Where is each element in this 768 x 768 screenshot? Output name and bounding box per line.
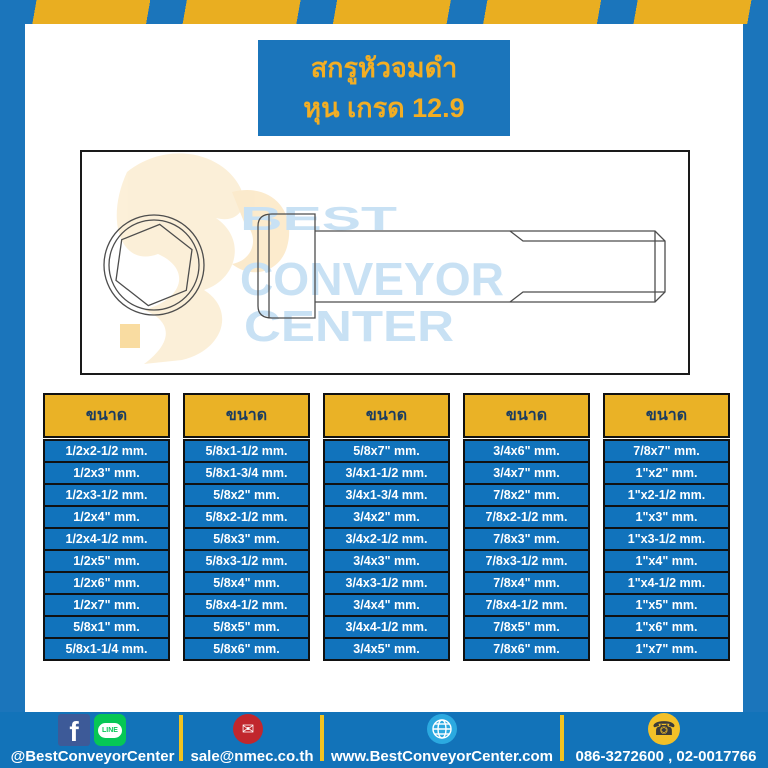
size-cell: 3/4x4" mm.	[323, 593, 450, 617]
product-title-line2: หุน เกรด 12.9	[303, 93, 465, 123]
line-icon-label: LINE	[98, 723, 122, 738]
size-cell: 1/2x4" mm.	[43, 505, 170, 529]
size-cell: 3/4x3" mm.	[323, 549, 450, 573]
size-cell: 7/8x3-1/2 mm.	[463, 549, 590, 573]
size-cell: 7/8x2-1/2 mm.	[463, 505, 590, 529]
size-table-5	[603, 393, 730, 661]
social-handle[interactable]: @BestConveyorCenter	[10, 748, 175, 765]
size-cell: 7/8x7" mm.	[603, 439, 730, 463]
size-cell: 5/8x5" mm.	[183, 615, 310, 639]
size-cell: 5/8x3" mm.	[183, 527, 310, 551]
size-cell: 5/8x2" mm.	[183, 483, 310, 507]
size-cell: 1/2x6" mm.	[43, 571, 170, 595]
size-cell: 3/4x7" mm.	[463, 461, 590, 485]
size-cell: 3/4x5" mm.	[323, 637, 450, 661]
size-table-3	[323, 393, 450, 661]
size-cell: 7/8x5" mm.	[463, 615, 590, 639]
size-cell: 7/8x2" mm.	[463, 483, 590, 507]
size-table-2	[183, 393, 310, 661]
watermark-line1: BEST	[240, 200, 397, 237]
hazard-stripe-top	[0, 0, 768, 24]
size-table-4	[463, 393, 590, 661]
size-cell: 1/2x7" mm.	[43, 593, 170, 617]
thread-minor-lines	[510, 231, 665, 302]
phone-icon[interactable]: ☎	[648, 713, 680, 745]
size-cell: 5/8x2-1/2 mm.	[183, 505, 310, 529]
size-cell: 5/8x1-1/2 mm.	[183, 439, 310, 463]
size-cell: 1/2x3-1/2 mm.	[43, 483, 170, 507]
table-header: ขนาด	[43, 393, 170, 438]
watermark-line3: CENTER	[244, 302, 454, 351]
size-cell: 5/8x1-3/4 mm.	[183, 461, 310, 485]
size-cell: 5/8x6" mm.	[183, 637, 310, 661]
size-cell: 1/2x3" mm.	[43, 461, 170, 485]
table-header: ขนาด	[323, 393, 450, 438]
table-header: ขนาด	[183, 393, 310, 438]
email-icon[interactable]: ✉	[233, 714, 263, 744]
size-cell: 3/4x2-1/2 mm.	[323, 527, 450, 551]
size-cell: 5/8x3-1/2 mm.	[183, 549, 310, 573]
email-address[interactable]: sale@nmec.co.th	[190, 748, 314, 765]
size-cell: 1"x6" mm.	[603, 615, 730, 639]
frame-border-left	[0, 24, 25, 712]
size-cell: 3/4x2" mm.	[323, 505, 450, 529]
brand-watermark-text	[240, 200, 504, 351]
size-cell: 5/8x4" mm.	[183, 571, 310, 595]
size-cell: 1"x4" mm.	[603, 549, 730, 573]
technical-drawing-panel	[80, 150, 690, 375]
size-cell: 1"x2-1/2 mm.	[603, 483, 730, 507]
line-icon[interactable]	[94, 714, 126, 746]
website-url[interactable]: www.BestConveyorCenter.com	[330, 748, 553, 765]
table-header: ขนาด	[463, 393, 590, 438]
size-table-1	[43, 393, 170, 661]
watermark-line2: CONVEYOR	[240, 253, 504, 305]
contact-footer	[0, 712, 768, 768]
size-cell: 7/8x3" mm.	[463, 527, 590, 551]
size-cell: 1"x3" mm.	[603, 505, 730, 529]
size-cell: 1"x3-1/2 mm.	[603, 527, 730, 551]
size-cell: 7/8x6" mm.	[463, 637, 590, 661]
frame-border-right	[743, 24, 768, 712]
size-cell: 7/8x4-1/2 mm.	[463, 593, 590, 617]
size-cell: 5/8x7" mm.	[323, 439, 450, 463]
product-title-line1: สกรูหัวจมดำ	[310, 53, 458, 83]
size-cell: 1"x7" mm.	[603, 637, 730, 661]
size-cell: 3/4x1-1/2 mm.	[323, 461, 450, 485]
size-cell: 1/2x4-1/2 mm.	[43, 527, 170, 551]
size-cell: 3/4x3-1/2 mm.	[323, 571, 450, 595]
size-cell: 3/4x4-1/2 mm.	[323, 615, 450, 639]
facebook-icon[interactable]: f	[58, 714, 90, 746]
size-cell: 1"x2" mm.	[603, 461, 730, 485]
size-cell: 1"x5" mm.	[603, 593, 730, 617]
size-cell: 5/8x4-1/2 mm.	[183, 593, 310, 617]
size-cell: 1"x4-1/2 mm.	[603, 571, 730, 595]
globe-icon[interactable]	[427, 714, 457, 744]
phone-numbers[interactable]: 086-3272600 , 02-0017766	[575, 748, 757, 765]
size-cell: 3/4x1-3/4 mm.	[323, 483, 450, 507]
screw-drawing	[82, 152, 688, 373]
size-cell: 1/2x2-1/2 mm.	[43, 439, 170, 463]
size-cell: 3/4x6" mm.	[463, 439, 590, 463]
table-header: ขนาด	[603, 393, 730, 438]
footer-divider	[560, 715, 564, 761]
product-title-box	[258, 40, 510, 136]
size-cell: 5/8x1-1/4 mm.	[43, 637, 170, 661]
size-cell: 5/8x1" mm.	[43, 615, 170, 639]
size-cell: 7/8x4" mm.	[463, 571, 590, 595]
size-cell: 1/2x5" mm.	[43, 549, 170, 573]
